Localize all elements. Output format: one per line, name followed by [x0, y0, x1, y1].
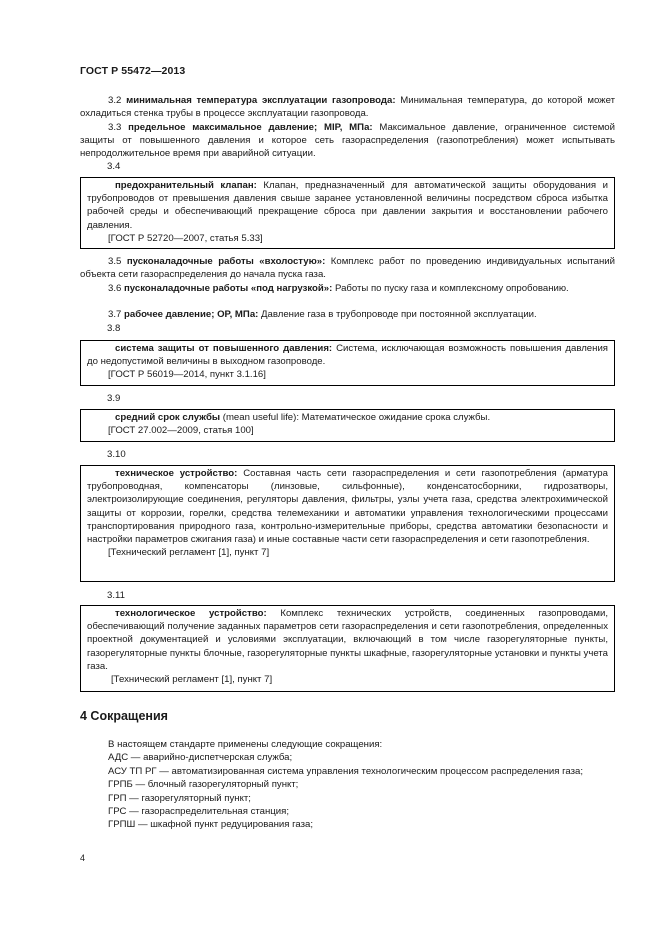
abbreviation-key: ГРПБ —	[108, 779, 146, 791]
term-name: предельное максимальное давление;	[128, 122, 318, 133]
term-source: [ГОСТ 27.002—2009, статья 100]	[108, 425, 254, 437]
term-name: рабочее давление;	[124, 309, 215, 320]
term-abbreviation: ОР, МПа:	[217, 309, 259, 320]
abbreviations-list	[80, 738, 615, 832]
term-name: система защиты от повышенного давления:	[115, 343, 333, 354]
term-3-4	[87, 179, 608, 232]
abbreviation-item	[80, 818, 615, 831]
term-number: 3.8	[107, 323, 121, 334]
term-3-5	[80, 255, 615, 281]
term-source: [Технический регламент [1], пункт 7]	[111, 674, 273, 686]
term-name: пусконаладочные работы «вхолостую»:	[126, 256, 326, 267]
term-definition: Клапан, предназначенный для автоматической защиты оборудования и трубопроводов от превышения давления свыше заранее установленной величины посредством сброса избытка рабочей среды и обеспечивающий прекращение сброса при давлении закрытия и восстановлении рабочего давления.	[87, 180, 608, 231]
term-number: 3.4	[107, 161, 121, 172]
term-box-3-4	[80, 177, 615, 249]
abbreviation-value: газорегуляторный пункт;	[141, 792, 251, 804]
abbreviation-item	[80, 751, 615, 764]
term-source: [Технический регламент [1], пункт 7]	[108, 547, 270, 559]
document-header: ГОСТ Р 55472—2013	[80, 65, 186, 77]
abbreviation-key: ГРС —	[108, 806, 139, 818]
abbreviation-key: ГРПШ —	[108, 819, 148, 831]
abbreviation-value: аварийно-диспетчерская служба;	[143, 752, 293, 764]
term-definition: Комплекс технических устройств, соединенных газопроводами, обеспечивающий получение заданных параметров сети газораспределения и сети газопотребления, определенных проектной документацией и условиями эксплуатации, включающий в том числе газорегуляторные пункты, газорегуляторные пункты блочные, газорегуляторные пункты шкафные, газорегуляторные установки и пункты учета газа.	[87, 608, 609, 672]
term-3-2	[80, 94, 615, 120]
page-number: 4	[80, 853, 86, 863]
term-definition: Комплекс работ по проведению индивидуальных испытаний объекта сети газораспределения до начала пуска газа.	[80, 256, 615, 281]
abbreviation-item	[80, 778, 615, 791]
term-name: техническое устройство:	[115, 468, 238, 479]
term-3-6	[80, 282, 615, 295]
abbreviation-value: шкафной пункт редуцирования газа;	[150, 819, 314, 831]
term-name: технологическое устройство:	[115, 608, 267, 619]
term-3-8	[87, 342, 608, 368]
abbreviation-item	[80, 805, 615, 818]
term-3-9	[87, 411, 608, 424]
term-3-10	[87, 467, 608, 546]
term-number: 3.7	[108, 309, 122, 320]
term-definition: Составная часть сети газораспределения и сети газопотребления (арматура трубопроводная, компенсаторы (линзовые, сильфонные), конденсатосборники, гидрозатворы, электроизолирующие соединения, регуляторы давления, фильтры, узлы учета газа, средства электрохимической защиты от коррозии, горелки, средства телемеханики и автоматики управления технологическими процессами транспортирования природного газа, контрольно-измерительные приборы, средства автоматики безопасности и настройки параметров сжигания газа) и иные составные части сети газораспределения и сети газопотребления.	[87, 468, 608, 546]
abbreviations-intro: В настоящем стандарте применены следующие сокращения:	[108, 739, 383, 750]
term-box-3-10	[80, 465, 615, 582]
section-heading: 4 Сокращения	[80, 709, 168, 723]
term-definition: Давление газа в трубопроводе при постоянной эксплуатации.	[261, 309, 537, 320]
term-3-11	[87, 607, 608, 673]
term-number: 3.6	[108, 283, 122, 294]
term-number: 3.2	[108, 95, 122, 106]
abbreviation-value: автоматизированная система управления технологическим процессом распределения газа;	[171, 765, 584, 777]
term-definition: Минимальная температура, до которой может охладиться стенка трубы в процессе эксплуатации газопровода.	[80, 95, 616, 120]
abbreviation-value: газораспределительная станция;	[141, 806, 290, 818]
abbreviation-item	[80, 792, 615, 805]
term-number: 3.5	[108, 256, 122, 267]
term-source: [ГОСТ Р 56019—2014, пункт 3.1.16]	[108, 369, 266, 381]
abbreviation-item	[80, 765, 615, 778]
term-number: 3.10	[107, 449, 126, 460]
abbreviation-key: АСУ ТП РГ —	[108, 765, 169, 777]
term-3-7	[80, 308, 615, 321]
term-english: (mean useful life):	[222, 412, 299, 423]
abbreviation-key: ГРП —	[108, 792, 139, 804]
term-number: 3.11	[107, 590, 125, 601]
term-3-3	[80, 121, 615, 161]
term-definition: Работы по пуску газа и комплексному опробованию.	[335, 283, 569, 294]
term-number: 3.3	[108, 122, 122, 133]
term-box-3-11	[80, 605, 615, 692]
term-name: пусконаладочные работы «под нагрузкой»:	[124, 283, 333, 294]
abbreviation-value: блочный газорегуляторный пункт;	[147, 779, 299, 791]
abbreviation-key: АДС —	[108, 752, 141, 764]
term-abbreviation: MIP, МПа:	[323, 122, 373, 133]
term-definition: Максимальное давление, ограниченное системой защиты от повышенного давления и которое сеть газораспределения (газопотребления) может испытывать непродолжительное время при аварийной ситуации.	[80, 122, 616, 160]
term-box-3-9	[80, 409, 615, 442]
term-definition: Система, исключающая возможность повышения давления до недопустимой величины в выходном газопроводе.	[87, 343, 608, 368]
term-number: 3.9	[107, 393, 121, 404]
term-definition: Математическое ожидание срока службы.	[301, 412, 491, 423]
term-box-3-8	[80, 340, 615, 386]
term-name: минимальная температура эксплуатации газопровода:	[126, 95, 396, 106]
term-name: предохранительный клапан:	[115, 180, 257, 191]
term-source: [ГОСТ Р 52720—2007, статья 5.33]	[108, 232, 263, 244]
term-name: средний срок службы	[115, 412, 221, 423]
